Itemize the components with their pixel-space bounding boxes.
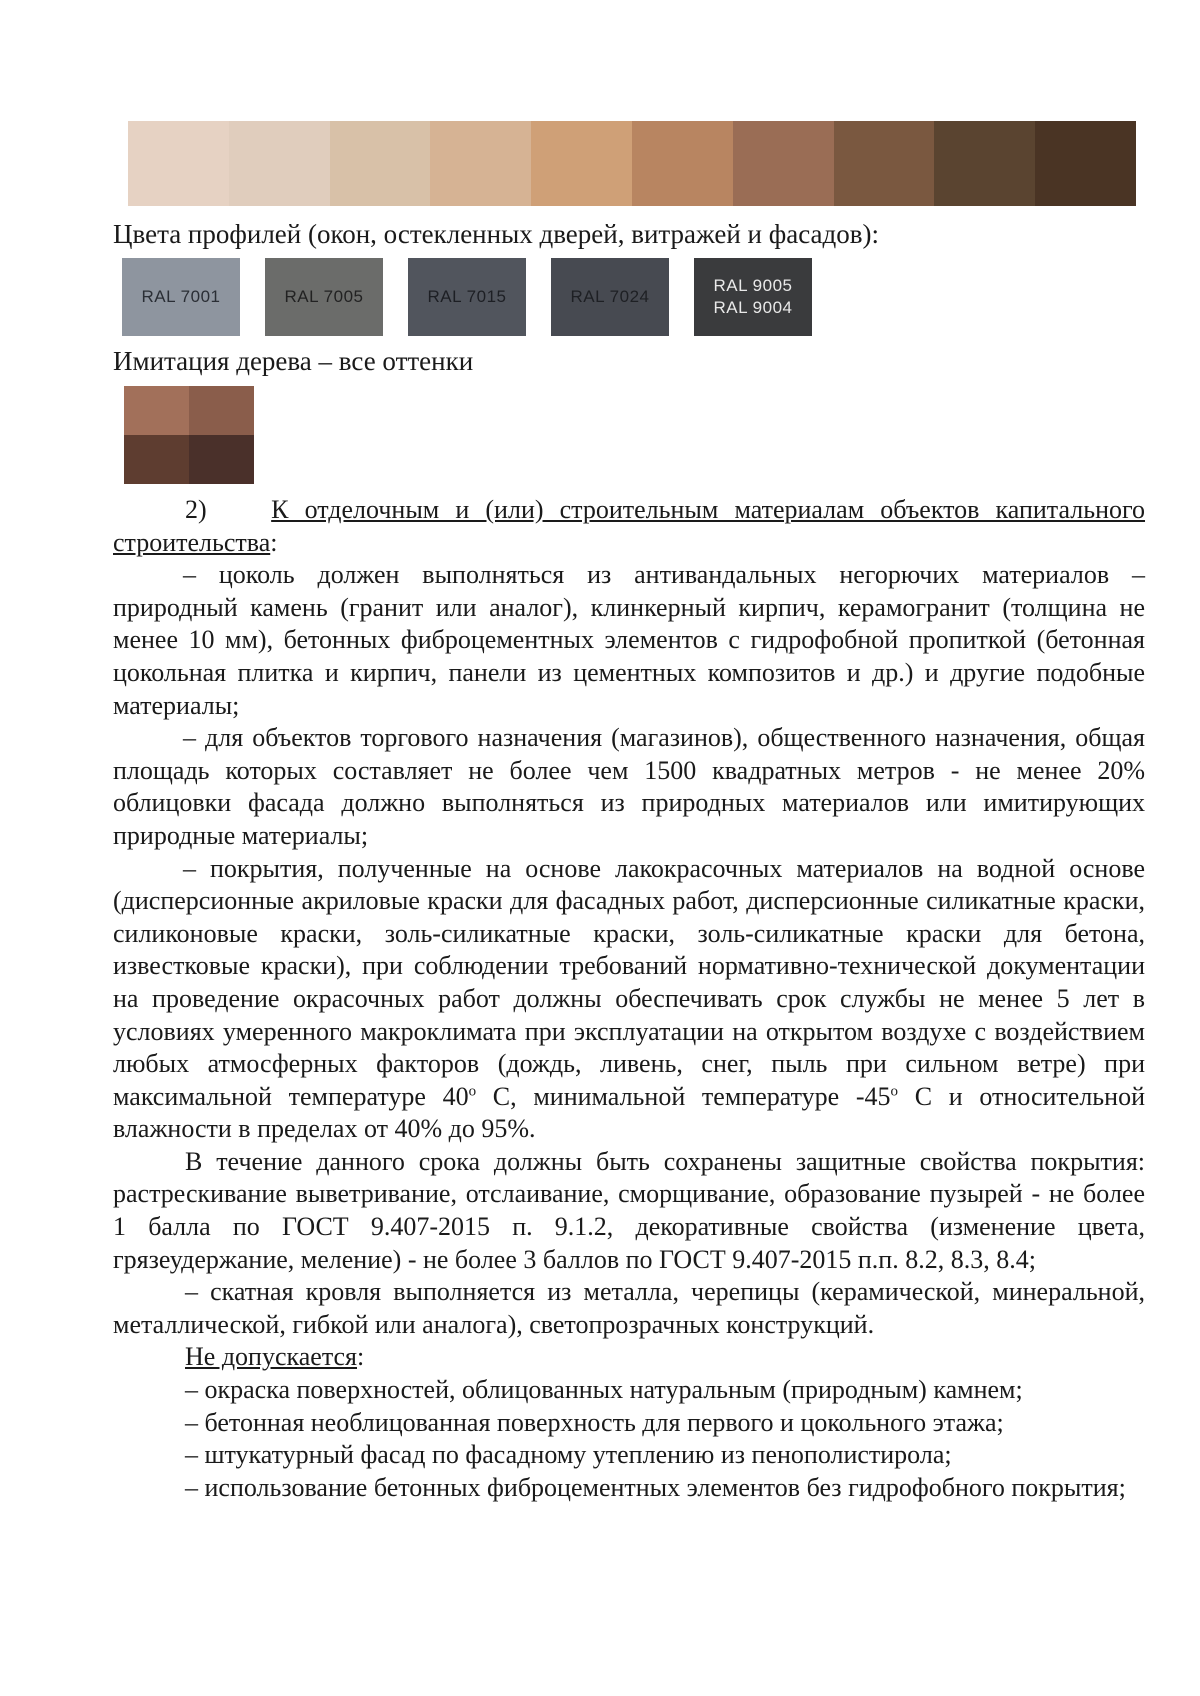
degree-sign: o (890, 1083, 899, 1100)
section-title: К отделочным и (или) строительным материалам объектов капитального строительства (113, 495, 1146, 557)
not-allowed-item: – бетонная необлицованная поверхность для первого и цокольного этажа; (185, 1407, 1004, 1437)
ral-swatch (694, 258, 812, 336)
palette-swatch (733, 121, 834, 206)
requirement-paint-coatings (113, 853, 1145, 1146)
palette-swatch (632, 121, 733, 206)
wood-tone-swatch (124, 386, 189, 435)
section-number: 2) (185, 495, 207, 524)
wood-imitation-caption: Имитация дерева – все оттенки (113, 346, 474, 376)
paint-text-a: – покрытия, полученные на основе лакокрасочных материалов на водной основе (дисперсионные акриловые краски для фасадных работ, дисперсионные силикатные краски, силиконовые краски, золь-силикатные краски, золь-силикатные краски для бетона, известковые краски), при соблюдении требований нормативно-технической документации на проведение окрасочных работ должны обеспечивать срок службы не менее 5 лет в условиях умеренного макроклимата при эксплуатации на открытом воздухе с воздействием любых атмосферных факторов (дождь, ливень, снег, пыль при сильном ветре) при максимальной температуре 40 (113, 853, 1145, 1111)
coating-durability-paragraph: В течение данного срока должны быть сохранены защитные свойства покрытия: растрескивание выветривание, отслаивание, сморщивание, образование пузырей - не более 1 балла по ГОСТ 9.407-2015 п. 9.1.2, декоративные свойства (изменение цвета, грязеудержание, меление) - не более 3 баллов по ГОСТ 9.407-2015 п.п. 8.2, 8.3, 8.4; (113, 1146, 1145, 1274)
wood-tone-swatch (189, 435, 254, 484)
ral-code-label: RAL 9005 (713, 276, 793, 295)
palette-swatch (1035, 121, 1136, 206)
ral-code-label: RAL 7001 (141, 287, 221, 306)
beige-color-palette-strip (128, 121, 1136, 206)
ral-swatch (551, 258, 669, 336)
ral-code-label: RAL 7015 (427, 287, 507, 306)
not-allowed-colon: : (357, 1342, 365, 1372)
not-allowed-heading (113, 1341, 1145, 1374)
wood-tone-swatch (189, 386, 254, 435)
requirement-plinth: – цоколь должен выполняться из антивандальных негорючих материалов – природный камень (гранит или аналог), клинкерный кирпич, керамогранит (толщина не менее 10 мм), бетонных фиброцементных элементов с гидрофобной пропиткой (бетонная цокольная плитка и кирпич, панели из цементных композитов и др.) и другие подобные материалы; (113, 560, 1145, 720)
ral-swatch (408, 258, 526, 336)
palette-swatch (834, 121, 935, 206)
not-allowed-item: – штукатурный фасад по фасадному утеплению из пенополистирола; (185, 1440, 952, 1470)
wood-color-swatch (124, 386, 254, 484)
degree-sign: o (468, 1083, 477, 1100)
section-heading (113, 494, 1145, 559)
ral-swatch-row (122, 258, 822, 336)
requirement-pitched-roof: – скатная кровля выполняется из металла, черепицы (керамической, минеральной, металлической, гибкой или аналога), светопрозрачных конструкций. (113, 1277, 1145, 1339)
paint-text-c: С и относительной влажности в пределах от 40% до 95%. (113, 1081, 1145, 1144)
palette-swatch (330, 121, 431, 206)
paint-text-b: С, минимальной температуре -45 (476, 1081, 891, 1111)
section-colon: : (270, 527, 278, 557)
requirement-retail-facade: – для объектов торгового назначения (магазинов), общественного назначения, общая площадь которых составляет не более чем 1500 квадратных метров - не менее 20% облицовки фасада должно выполняться из природных материалов или имитирующих природные материалы; (113, 723, 1145, 850)
not-allowed-item: – использование бетонных фиброцементных элементов без гидрофобного покрытия; (185, 1472, 1126, 1502)
palette-swatch (934, 121, 1035, 206)
ral-swatch (122, 258, 240, 336)
not-allowed-item: – окраска поверхностей, облицованных натуральным (природным) камнем; (185, 1375, 1023, 1405)
palette-swatch (128, 121, 229, 206)
document-body (113, 494, 1145, 1504)
ral-code-label: RAL 7024 (570, 287, 650, 306)
ral-code-label: RAL 9004 (713, 298, 793, 317)
not-allowed-label: Не допускается (185, 1342, 357, 1372)
palette-swatch (531, 121, 632, 206)
ral-code-label: RAL 7005 (284, 287, 364, 306)
palette-swatch (430, 121, 531, 206)
ral-swatch (265, 258, 383, 336)
palette-swatch (229, 121, 330, 206)
wood-tone-swatch (124, 435, 189, 484)
profile-colors-caption: Цвета профилей (окон, остекленных дверей, витражей и фасадов): (113, 219, 879, 249)
